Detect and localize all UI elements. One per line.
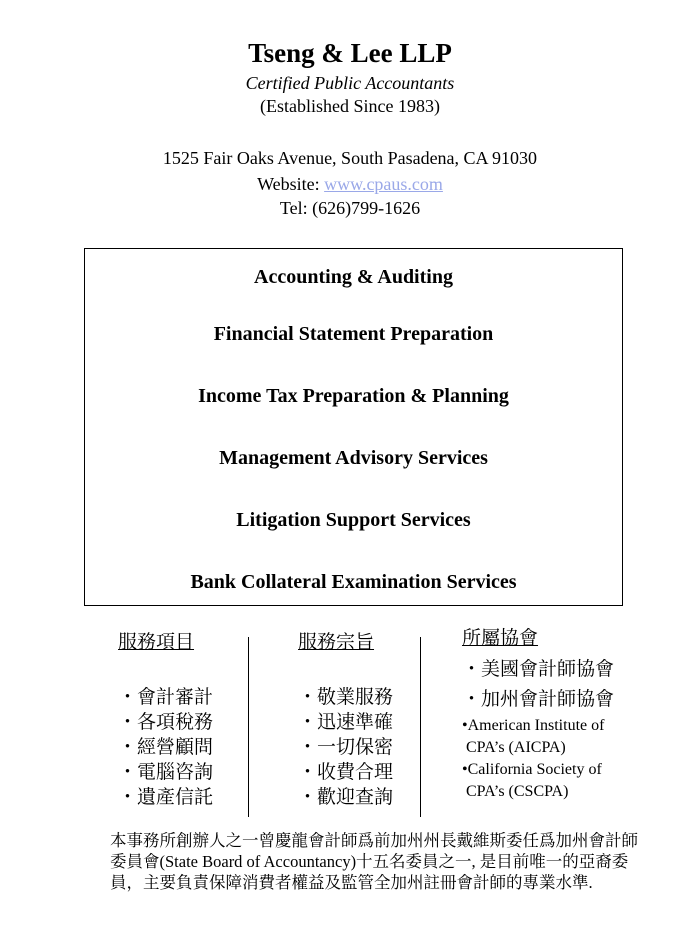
service-item: Accounting & Auditing (254, 266, 453, 288)
list-item: ・敬業服務 (298, 687, 394, 708)
telephone: Tel: (626)799-1626 (279, 198, 421, 218)
list-item: ・美國會計師協會 (462, 659, 615, 680)
column-divider (420, 637, 421, 817)
website-line (0, 174, 700, 195)
tagline: Certified Public Accountants (245, 73, 455, 93)
service-item: Litigation Support Services (236, 509, 471, 531)
service-items-column (118, 630, 213, 810)
service-item: Bank Collateral Examination Services (190, 571, 517, 593)
established-line: (Established Since 1983) (260, 96, 440, 116)
list-item: ・一切保密 (298, 737, 394, 758)
firm-name: Tseng & Lee LLP (248, 38, 452, 68)
list-item: ・遺產信託 (118, 787, 214, 808)
list-item: ・會計審計 (118, 687, 214, 708)
service-item: Financial Statement Preparation (213, 323, 494, 345)
list-item: CPA’s (CSCPA) (466, 783, 569, 800)
services-box (84, 248, 623, 606)
founder-note: 本事務所創辦人之一曾慶龍會計師爲前加州州長戴維斯委任爲加州會計師委員會(State Board of Accountancy)十五名委員之一, 是目前唯一的亞裔委員，主要負責保障消費者權益及監管全加州註冊會計師的專業水準. (110, 831, 638, 892)
service-item: Income Tax Preparation & Planning (198, 385, 509, 407)
list-item: •American Institute of (462, 717, 605, 734)
column-heading: 服務項目 (118, 632, 195, 653)
address: 1525 Fair Oaks Avenue, South Pasadena, CA 91030 (162, 148, 538, 168)
affiliations-column (462, 626, 614, 803)
column-heading: 所屬協會 (462, 628, 539, 649)
list-item: •California Society of (462, 761, 602, 778)
column-divider (248, 637, 249, 817)
list-item: ・各項稅務 (118, 712, 214, 733)
column-heading: 服務宗旨 (298, 632, 375, 653)
list-item: ・迅速準確 (298, 712, 394, 733)
list-item: ・加州會計師協會 (462, 689, 615, 710)
service-item: Management Advisory Services (219, 447, 488, 469)
list-item: ・收費合理 (298, 762, 394, 783)
list-item: ・電腦咨詢 (118, 762, 214, 783)
list-item: CPA’s (AICPA) (466, 739, 566, 756)
list-item: ・歡迎查詢 (298, 787, 394, 808)
website-label: Website: (257, 174, 320, 194)
website-link[interactable]: www.cpaus.com (324, 174, 443, 194)
list-item: ・經營顧問 (118, 737, 214, 758)
service-principles-column (298, 630, 393, 810)
